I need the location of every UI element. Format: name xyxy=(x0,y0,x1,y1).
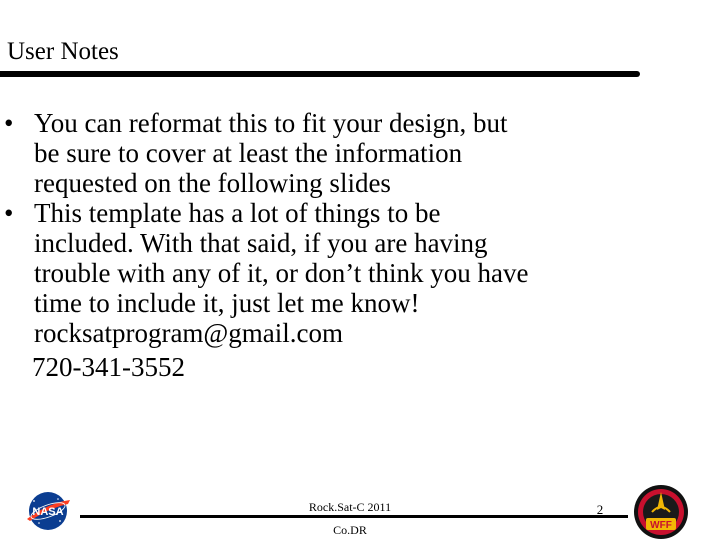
bullet-line: be sure to cover at least the information xyxy=(34,138,463,168)
nasa-logo-text: NASA xyxy=(32,506,64,518)
footer-review: Co.DR xyxy=(333,523,367,537)
bullet-list xyxy=(0,108,640,348)
bullet-line: time to include it, just let me know! xyxy=(34,288,420,318)
phone-number: 720-341-3552 xyxy=(32,352,185,382)
bullet-icon: • xyxy=(4,198,14,228)
slide-title: User Notes xyxy=(7,38,119,65)
bullet-line: You can reformat this to fit your design, but xyxy=(34,108,508,138)
page-number: 2 xyxy=(596,502,604,517)
bullet-line: trouble with any of it, or don’t think you have xyxy=(34,258,529,288)
wff-logo-icon xyxy=(632,484,690,540)
footer-program: Rock.Sat-C 2011 xyxy=(308,500,392,514)
footer-divider xyxy=(80,515,628,518)
nasa-logo-icon xyxy=(24,490,72,532)
wff-logo-text: WFF xyxy=(650,520,672,531)
bullet-line: This template has a lot of things to be xyxy=(34,198,441,228)
title-divider xyxy=(0,71,640,77)
email-link[interactable]: rocksatprogram@gmail.com xyxy=(34,318,344,348)
bullet-item xyxy=(0,198,640,348)
bullet-item xyxy=(0,108,640,198)
bullet-line: included. With that said, if you are having xyxy=(34,228,488,258)
bullet-icon: • xyxy=(4,108,14,138)
bullet-line: requested on the following slides xyxy=(34,168,391,198)
